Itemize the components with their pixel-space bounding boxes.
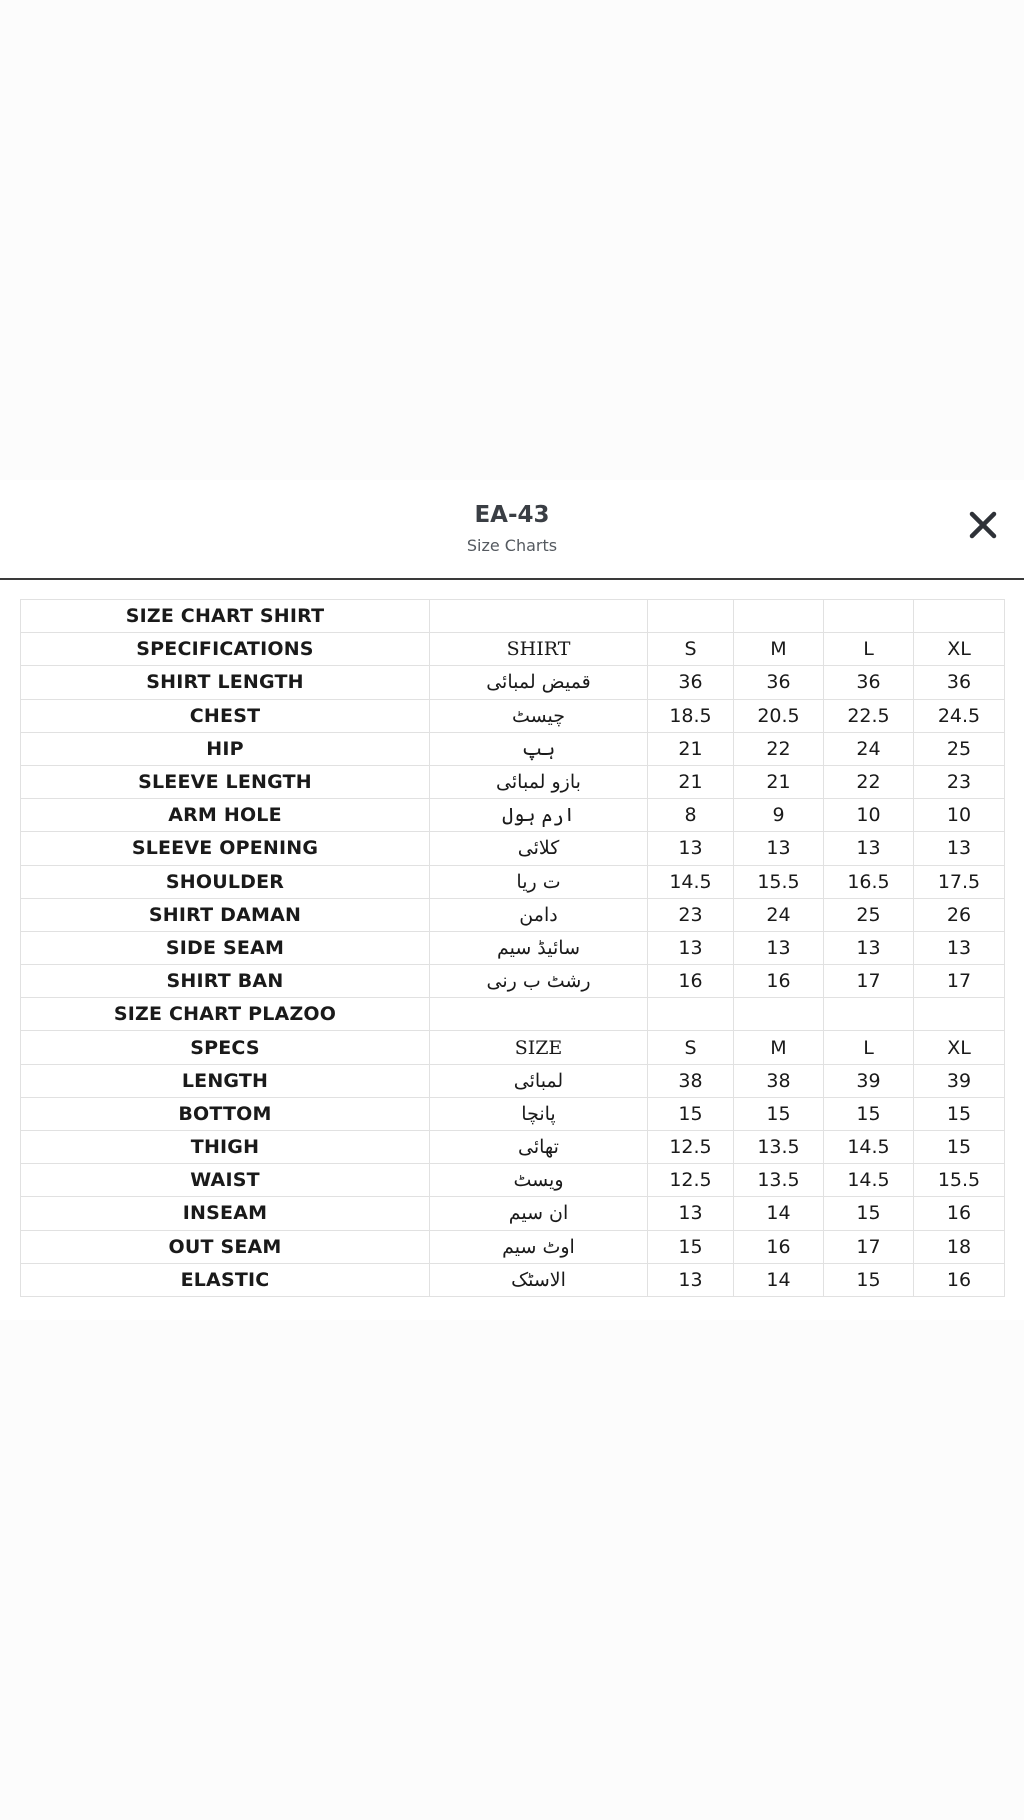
- cell-size-xl: 13: [914, 832, 1005, 865]
- row-urdu-label: ہپ: [430, 732, 648, 765]
- cell-size-xl: 15: [914, 1131, 1005, 1164]
- cell-size-l: 15: [824, 1263, 914, 1296]
- row-urdu-label: SIZE: [430, 1031, 648, 1064]
- cell-size-s: 8: [648, 799, 734, 832]
- cell-size-l: L: [824, 1031, 914, 1064]
- cell-size-s: 12.5: [648, 1164, 734, 1197]
- cell-size-m: 13.5: [734, 1131, 824, 1164]
- row-urdu-label: رشٹ ب رنی: [430, 965, 648, 998]
- close-icon: [966, 508, 1000, 542]
- row-label: SLEEVE OPENING: [21, 832, 430, 865]
- row-label: HIP: [21, 732, 430, 765]
- row-urdu-label: ویسٹ: [430, 1164, 648, 1197]
- size-chart-table-wrapper: [20, 599, 1004, 1297]
- table-row: [21, 898, 1005, 931]
- table-row: [21, 1131, 1005, 1164]
- cell-size-m: [734, 998, 824, 1031]
- cell-size-s: 16: [648, 965, 734, 998]
- cell-size-m: 20.5: [734, 699, 824, 732]
- table-row: [21, 699, 1005, 732]
- row-urdu-label: SHIRT: [430, 633, 648, 666]
- cell-size-s: 14.5: [648, 865, 734, 898]
- cell-size-l: 13: [824, 832, 914, 865]
- cell-size-m: 14: [734, 1263, 824, 1296]
- cell-size-m: 9: [734, 799, 824, 832]
- row-urdu-label: قمیض لمبائی: [430, 666, 648, 699]
- row-urdu-label: [430, 998, 648, 1031]
- modal-subtitle: Size Charts: [466, 536, 558, 555]
- cell-size-l: 13: [824, 931, 914, 964]
- cell-size-s: 18.5: [648, 699, 734, 732]
- cell-size-m: 15: [734, 1097, 824, 1130]
- row-label: BOTTOM: [21, 1097, 430, 1130]
- row-label: THIGH: [21, 1131, 430, 1164]
- row-urdu-label: کلائی: [430, 832, 648, 865]
- table-row: [21, 1197, 1005, 1230]
- table-row: [21, 1263, 1005, 1296]
- cell-size-s: 13: [648, 1263, 734, 1296]
- row-urdu-label: [430, 600, 648, 633]
- cell-size-l: 39: [824, 1064, 914, 1097]
- modal-header: [0, 480, 1024, 580]
- row-label: LENGTH: [21, 1064, 430, 1097]
- row-urdu-label: پانچا: [430, 1097, 648, 1130]
- table-row: [21, 1097, 1005, 1130]
- cell-size-l: 14.5: [824, 1164, 914, 1197]
- row-urdu-label: ت ریا: [430, 865, 648, 898]
- cell-size-s: S: [648, 633, 734, 666]
- row-label: SHIRT LENGTH: [21, 666, 430, 699]
- cell-size-xl: XL: [914, 633, 1005, 666]
- table-row: [21, 600, 1005, 633]
- cell-size-s: 15: [648, 1230, 734, 1263]
- cell-size-xl: 36: [914, 666, 1005, 699]
- cell-size-xl: 17.5: [914, 865, 1005, 898]
- table-row: [21, 931, 1005, 964]
- row-urdu-label: اوٹ سیم: [430, 1230, 648, 1263]
- row-label: SLEEVE LENGTH: [21, 765, 430, 798]
- cell-size-s: 13: [648, 931, 734, 964]
- cell-size-l: 15: [824, 1197, 914, 1230]
- table-row: [21, 633, 1005, 666]
- modal-title: EA-43: [474, 502, 550, 528]
- close-button[interactable]: [966, 508, 1000, 542]
- cell-size-s: 36: [648, 666, 734, 699]
- cell-size-s: 12.5: [648, 1131, 734, 1164]
- table-row: [21, 1031, 1005, 1064]
- cell-size-xl: 39: [914, 1064, 1005, 1097]
- cell-size-xl: XL: [914, 1031, 1005, 1064]
- row-label: SHIRT BAN: [21, 965, 430, 998]
- cell-size-xl: 13: [914, 931, 1005, 964]
- cell-size-m: 13: [734, 931, 824, 964]
- row-label: SIDE SEAM: [21, 931, 430, 964]
- cell-size-m: 24: [734, 898, 824, 931]
- cell-size-xl: 16: [914, 1197, 1005, 1230]
- row-label: ELASTIC: [21, 1263, 430, 1296]
- cell-size-m: 16: [734, 1230, 824, 1263]
- cell-size-xl: 10: [914, 799, 1005, 832]
- row-urdu-label: ارم ہول: [430, 799, 648, 832]
- cell-size-xl: 23: [914, 765, 1005, 798]
- table-row: [21, 732, 1005, 765]
- row-urdu-label: لمبائی: [430, 1064, 648, 1097]
- cell-size-xl: 26: [914, 898, 1005, 931]
- cell-size-xl: [914, 600, 1005, 633]
- row-urdu-label: سائیڈ سیم: [430, 931, 648, 964]
- cell-size-l: 10: [824, 799, 914, 832]
- cell-size-m: 13.5: [734, 1164, 824, 1197]
- cell-size-xl: [914, 998, 1005, 1031]
- table-row: [21, 998, 1005, 1031]
- size-chart-modal: [0, 480, 1024, 1320]
- cell-size-s: 21: [648, 765, 734, 798]
- cell-size-l: 22: [824, 765, 914, 798]
- table-row: [21, 799, 1005, 832]
- cell-size-s: S: [648, 1031, 734, 1064]
- row-urdu-label: چیسٹ: [430, 699, 648, 732]
- size-chart-table-body: [21, 600, 1005, 1297]
- row-urdu-label: ان سیم: [430, 1197, 648, 1230]
- cell-size-l: 17: [824, 1230, 914, 1263]
- cell-size-m: M: [734, 1031, 824, 1064]
- cell-size-s: 38: [648, 1064, 734, 1097]
- table-row: [21, 1064, 1005, 1097]
- cell-size-l: 36: [824, 666, 914, 699]
- row-label: SHOULDER: [21, 865, 430, 898]
- cell-size-s: [648, 600, 734, 633]
- table-row: [21, 832, 1005, 865]
- row-urdu-label: دامن: [430, 898, 648, 931]
- cell-size-l: 15: [824, 1097, 914, 1130]
- cell-size-xl: 16: [914, 1263, 1005, 1296]
- cell-size-l: 17: [824, 965, 914, 998]
- row-urdu-label: تھائی: [430, 1131, 648, 1164]
- row-label: SHIRT DAMAN: [21, 898, 430, 931]
- row-label: CHEST: [21, 699, 430, 732]
- cell-size-m: 22: [734, 732, 824, 765]
- row-label: SPECIFICATIONS: [21, 633, 430, 666]
- cell-size-xl: 25: [914, 732, 1005, 765]
- cell-size-m: 15.5: [734, 865, 824, 898]
- cell-size-m: 21: [734, 765, 824, 798]
- cell-size-l: 14.5: [824, 1131, 914, 1164]
- table-row: [21, 1230, 1005, 1263]
- cell-size-xl: 17: [914, 965, 1005, 998]
- cell-size-l: L: [824, 633, 914, 666]
- cell-size-l: [824, 998, 914, 1031]
- cell-size-xl: 15: [914, 1097, 1005, 1130]
- cell-size-m: 16: [734, 965, 824, 998]
- table-row: [21, 965, 1005, 998]
- row-label: OUT SEAM: [21, 1230, 430, 1263]
- cell-size-xl: 18: [914, 1230, 1005, 1263]
- table-row: [21, 666, 1005, 699]
- row-urdu-label: بازو لمبائی: [430, 765, 648, 798]
- table-row: [21, 1164, 1005, 1197]
- table-row: [21, 865, 1005, 898]
- cell-size-s: 21: [648, 732, 734, 765]
- cell-size-m: 36: [734, 666, 824, 699]
- row-label: WAIST: [21, 1164, 430, 1197]
- cell-size-l: 16.5: [824, 865, 914, 898]
- cell-size-m: 14: [734, 1197, 824, 1230]
- cell-size-m: M: [734, 633, 824, 666]
- cell-size-s: 23: [648, 898, 734, 931]
- cell-size-xl: 24.5: [914, 699, 1005, 732]
- table-row: [21, 765, 1005, 798]
- cell-size-l: 25: [824, 898, 914, 931]
- row-label: SIZE CHART PLAZOO: [21, 998, 430, 1031]
- row-label: SIZE CHART SHIRT: [21, 600, 430, 633]
- cell-size-l: [824, 600, 914, 633]
- cell-size-m: 38: [734, 1064, 824, 1097]
- cell-size-m: [734, 600, 824, 633]
- size-chart-table: [20, 599, 1005, 1297]
- cell-size-s: 13: [648, 1197, 734, 1230]
- cell-size-s: 13: [648, 832, 734, 865]
- cell-size-l: 22.5: [824, 699, 914, 732]
- cell-size-l: 24: [824, 732, 914, 765]
- cell-size-s: [648, 998, 734, 1031]
- row-label: SPECS: [21, 1031, 430, 1064]
- row-urdu-label: الاسٹک: [430, 1263, 648, 1296]
- cell-size-s: 15: [648, 1097, 734, 1130]
- cell-size-m: 13: [734, 832, 824, 865]
- cell-size-xl: 15.5: [914, 1164, 1005, 1197]
- row-label: ARM HOLE: [21, 799, 430, 832]
- row-label: INSEAM: [21, 1197, 430, 1230]
